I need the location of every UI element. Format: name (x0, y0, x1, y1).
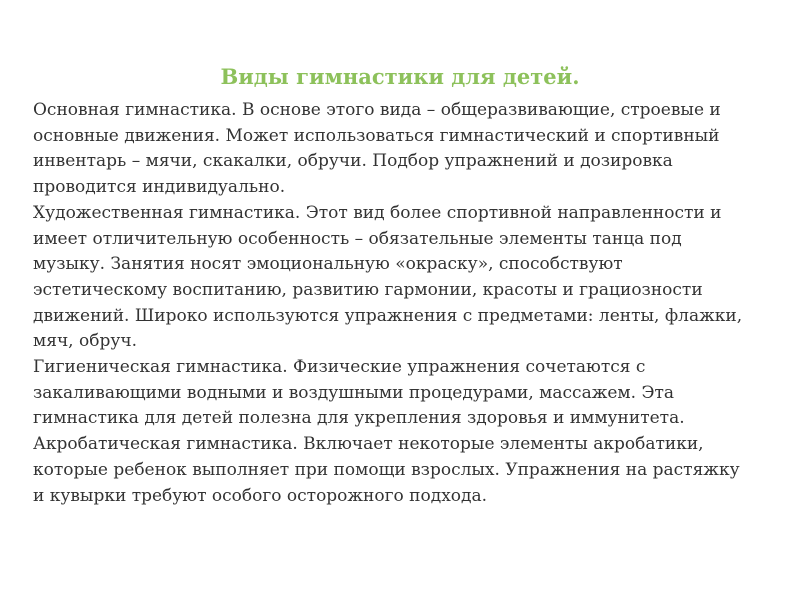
body-line: гимнастика для детей полезна для укрепления здоровья и иммунитета. (33, 408, 685, 429)
slide-body (33, 98, 773, 509)
body-line: Основная гимнастика. В основе этого вида – общеразвивающие, строевые и (33, 100, 721, 120)
body-line: инвентарь – мячи, скакалки, обручи. Подбор упражнений и дозировка (33, 151, 673, 172)
body-line: Гигиеническая гимнастика. Физические упражнения сочетаются с (33, 357, 646, 378)
body-line: музыку. Занятия носят эмоциональную «окраску», способствуют (33, 254, 623, 275)
body-line: и кувырки требуют особого осторожного подхода. (33, 485, 488, 506)
body-line: закаливающими водными и воздушными процедурами, массажем. Эта (33, 382, 674, 403)
body-line: движений. Широко используются упражнения с предметами: ленты, флажки, (33, 305, 743, 326)
body-line: мяч, обруч. (33, 331, 137, 352)
body-line: эстетическому воспитанию, развитию гармонии, красоты и грациозности (33, 279, 703, 300)
slide-title: Виды гимнастики для детей. (220, 64, 580, 89)
body-line: Художественная гимнастика. Этот вид более спортивной направленности и (33, 202, 722, 223)
body-line: проводится индивидуально. (33, 177, 286, 198)
body-line: Акробатическая гимнастика. Включает некоторые элементы акробатики, (33, 434, 704, 455)
body-line: имеет отличительную особенность – обязательные элементы танца под (33, 228, 682, 249)
body-line: основные движения. Может использоваться гимнастический и спортивный (33, 125, 720, 146)
body-line: которые ребенок выполняет при помощи взрослых. Упражнения на растяжку (33, 459, 740, 480)
